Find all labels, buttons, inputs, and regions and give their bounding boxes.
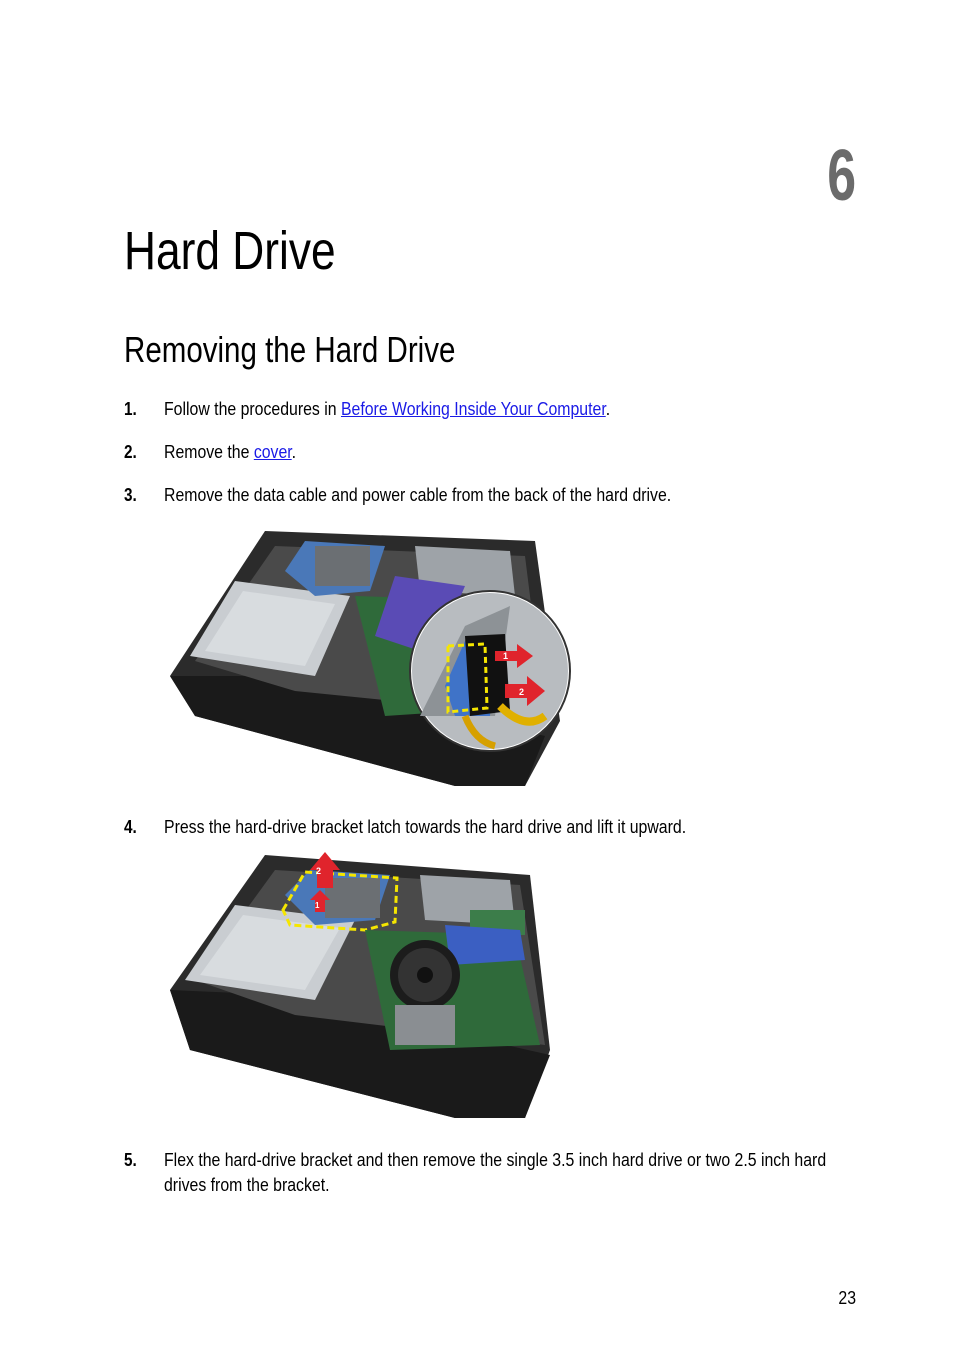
computer-cable-removal-figure xyxy=(165,516,575,791)
step-number: 4. xyxy=(124,817,137,837)
step-text: Remove the cover. xyxy=(164,442,297,462)
callout-1: 1 xyxy=(503,651,509,661)
step-number: 5. xyxy=(124,1150,137,1170)
cover-link[interactable]: cover xyxy=(253,442,292,462)
step-text: Remove the data cable and power cable from the back of the hard drive. xyxy=(164,485,672,505)
step-text: Follow the procedures in Before Working Inside Your Computer. xyxy=(164,399,611,419)
chapter-title: Hard Drive xyxy=(124,221,336,281)
section-title: Removing the Hard Drive xyxy=(124,329,456,370)
step-number: 1. xyxy=(124,399,137,419)
step-number: 2. xyxy=(124,442,137,462)
callout-2: 2 xyxy=(519,687,525,697)
step-number: 3. xyxy=(124,485,137,505)
chapter-number: 6 xyxy=(827,136,856,216)
page-number: 23 xyxy=(838,1288,856,1308)
step-text: Press the hard-drive bracket latch towards the hard drive and lift it upward. xyxy=(164,817,687,837)
callout-1: 1 xyxy=(315,901,320,910)
callout-2: 2 xyxy=(316,866,322,876)
step-text: Flex the hard-drive bracket and then remove the single 3.5 inch hard drive or two 2.5 inch hard drives from the bracket. xyxy=(164,1150,827,1195)
bracket-latch-figure xyxy=(165,850,575,1122)
before-working-link[interactable]: Before Working Inside Your Computer xyxy=(340,399,606,419)
